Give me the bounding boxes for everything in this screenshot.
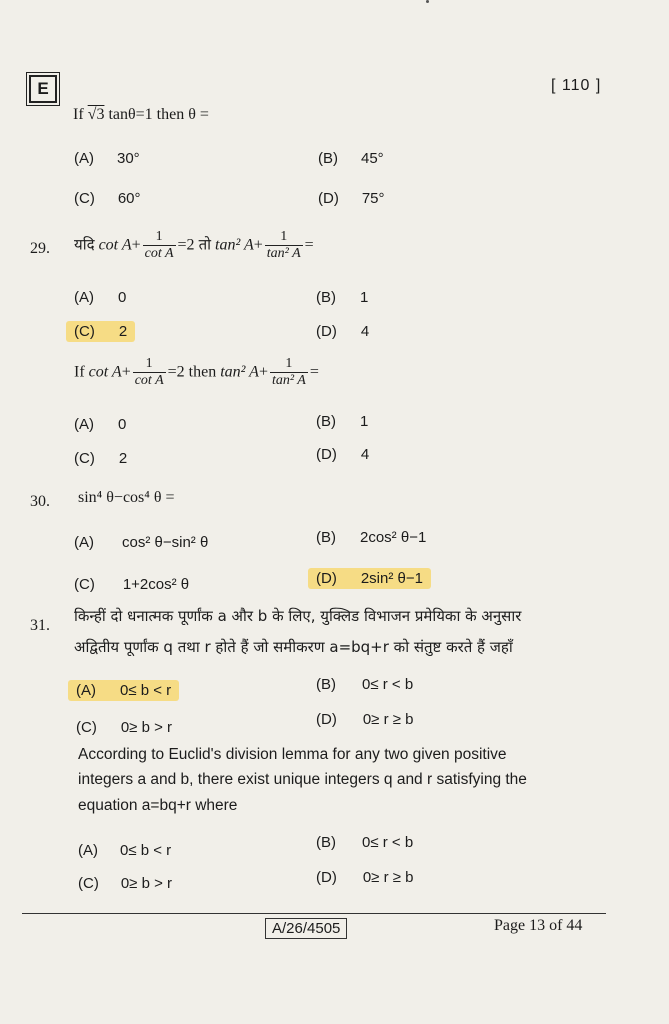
footer-divider bbox=[22, 913, 606, 914]
footer-paper-code: A/26/4505 bbox=[265, 918, 347, 939]
q29-en-eq2: =2 bbox=[167, 363, 185, 381]
q29-fraction-2: $\frac{1}{\text{tan² A}}$ bbox=[266, 229, 301, 262]
q31-hindi-option-d: (D) 0≥ r ≥ b bbox=[316, 711, 414, 728]
q29-en-cot-a: cot A bbox=[88, 363, 122, 381]
q30-option-c: (C) 1+2cos² θ bbox=[74, 576, 190, 593]
q29-en-plus-2: + bbox=[258, 363, 268, 381]
q29-english-option-b: (B) 1 bbox=[316, 413, 369, 430]
q28-stem bbox=[73, 106, 209, 124]
ink-dot bbox=[426, 0, 429, 3]
q31-hindi-option-c: (C) 0≥ b > r bbox=[76, 719, 173, 736]
q31-english-option-c: (C) 0≥ b > r bbox=[78, 875, 173, 892]
q29-plus-2: + bbox=[253, 236, 263, 254]
q28-option-b: (B) 45° bbox=[318, 150, 384, 167]
q30-option-a: (A) cos² θ−sin² θ bbox=[74, 534, 209, 551]
q29-en-then: then bbox=[188, 363, 217, 381]
q29-eq: = bbox=[304, 236, 314, 254]
q29-en-fraction-2: $\frac{1}{\text{tan² A}}$ bbox=[271, 356, 306, 389]
q29-en-eq: = bbox=[309, 363, 319, 381]
q29-en-plus-1: + bbox=[121, 363, 131, 381]
q31-english-option-b: (B) 0≤ r < b bbox=[316, 834, 414, 851]
q29-english-stem bbox=[74, 356, 319, 389]
q31-english-line-3: equation a=bq+r where bbox=[78, 797, 238, 814]
footer-page-number: Page 13 of 44 bbox=[494, 917, 583, 934]
q31-english-option-d: (D) 0≥ r ≥ b bbox=[316, 869, 414, 886]
q29-cot-a: cot A bbox=[98, 236, 132, 254]
q29-hindi-stem bbox=[74, 229, 314, 262]
q29-en-fraction-1: $\frac{1}{\text{cot A}}$ bbox=[134, 356, 164, 389]
q31-hindi-option-a bbox=[76, 682, 179, 699]
q31-hindi-line-1: किन्हीं दो धनात्मक पूर्णांक a और b के लिए, युक्लिड विभाजन प्रमेयिका के अनुसार bbox=[74, 607, 522, 625]
q30-number: 30. bbox=[30, 493, 50, 510]
page-code: [ 110 ] bbox=[551, 77, 602, 94]
q30-option-d bbox=[316, 570, 431, 587]
q28-stem-suffix: tanθ=1 then θ = bbox=[104, 106, 209, 123]
q29-english-option-d: (D) 4 bbox=[316, 446, 370, 463]
q28-option-a: (A) 30° bbox=[74, 150, 140, 167]
q29-plus-1: + bbox=[131, 236, 141, 254]
q31-english-option-a: (A) 0≤ b < r bbox=[78, 842, 172, 859]
q31-hindi-line-2: अद्वितीय पूर्णांक q तथा r होते हैं जो समीकरण a=bq+r को संतुष्ट करते हैं जहाँ bbox=[74, 638, 513, 656]
q31-number: 31. bbox=[30, 617, 50, 634]
q29-hindi-option-c bbox=[74, 323, 135, 340]
q28-stem-root: √3 bbox=[87, 106, 105, 123]
q29-english-option-c: (C) 2 bbox=[74, 450, 128, 467]
q28-stem-prefix: If bbox=[73, 106, 88, 123]
q29-hindi-option-a: (A) 0 bbox=[74, 289, 127, 306]
answer-highlight: (A) 0≤ b < r bbox=[68, 680, 179, 701]
answer-highlight: (D) 2sin² θ−1 bbox=[308, 568, 431, 589]
q29-hindi-option-b: (B) 1 bbox=[316, 289, 369, 306]
q29-fraction-1: $\frac{1}{\text{cot A}}$ bbox=[144, 229, 174, 262]
q30-stem: sin⁴ θ−cos⁴ θ = bbox=[78, 489, 175, 506]
series-box: E bbox=[29, 75, 57, 103]
answer-highlight: (C) 2 bbox=[66, 321, 135, 342]
q30-option-b: (B) 2cos² θ−1 bbox=[316, 529, 427, 546]
q31-english-line-1: According to Euclid's division lemma for any two given positive bbox=[78, 746, 507, 763]
q29-en-tan2a: tan² A bbox=[220, 363, 259, 381]
q31-english-line-2: integers a and b, there exist unique integers q and r satisfying the bbox=[78, 771, 527, 788]
q31-hindi-option-b: (B) 0≤ r < b bbox=[316, 676, 414, 693]
q29-en-if: If bbox=[74, 363, 85, 381]
q29-eq2: =2 bbox=[177, 236, 195, 254]
q29-hindi-if: यदि bbox=[74, 235, 95, 254]
q29-number: 29. bbox=[30, 240, 50, 257]
q28-option-d: (D) 75° bbox=[318, 190, 385, 207]
q29-hindi-then: तो bbox=[198, 235, 211, 254]
q29-hindi-option-d: (D) 4 bbox=[316, 323, 370, 340]
q29-english-option-a: (A) 0 bbox=[74, 416, 127, 433]
q29-tan2a: tan² A bbox=[215, 236, 254, 254]
q28-option-c: (C) 60° bbox=[74, 190, 141, 207]
